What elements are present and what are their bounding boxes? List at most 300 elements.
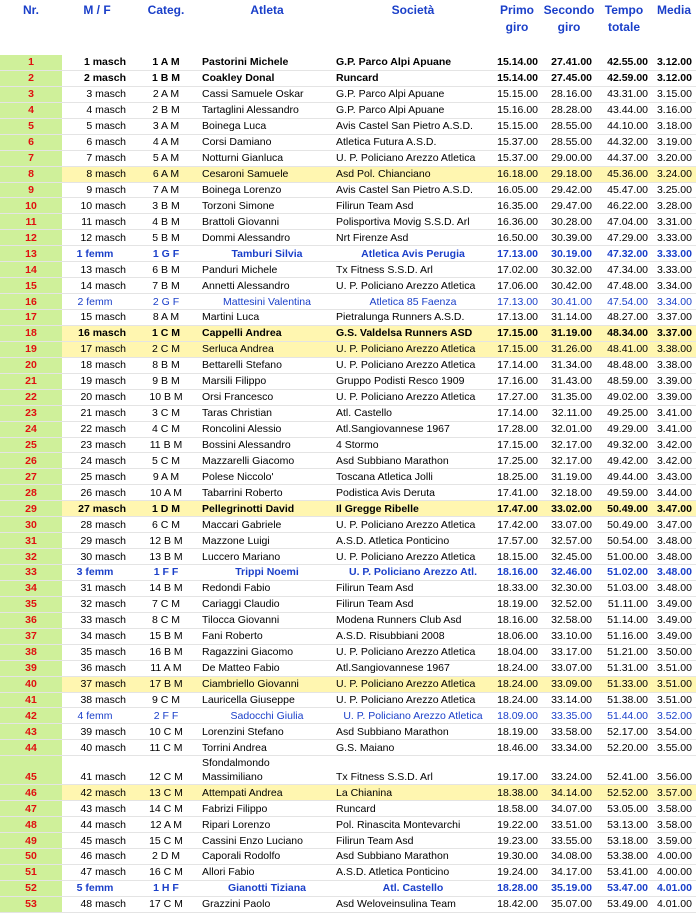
cell-primo-giro: 15.15.00 — [492, 86, 542, 102]
table-row — [0, 565, 696, 581]
cell-tempo-totale: 49.44.00 — [596, 469, 652, 485]
table-row — [0, 817, 696, 833]
cell-societa: G.P. Parco Alpi Apuane — [334, 102, 492, 118]
cell-atleta: Fabrizi Filippo — [200, 801, 334, 817]
cell-tempo-totale: 53.49.00 — [596, 896, 652, 912]
cell-secondo-giro: 31.14.00 — [542, 310, 596, 326]
cell-mf: 6 masch — [62, 134, 132, 150]
cell-nr: 25 — [0, 437, 62, 453]
cell-atleta: Lorenzini Stefano — [200, 724, 334, 740]
cell-secondo-giro: 32.58.00 — [542, 612, 596, 628]
cell-atleta: Luccero Mariano — [200, 549, 334, 565]
cell-primo-giro: 18.16.00 — [492, 565, 542, 581]
cell-tempo-totale: 50.49.00 — [596, 517, 652, 533]
cell-categ: 1 D M — [132, 501, 200, 517]
cell-tempo-totale: 51.00.00 — [596, 549, 652, 565]
cell-media: 3.42.00 — [652, 437, 696, 453]
cell-mf: 3 femm — [62, 565, 132, 581]
cell-societa: Atl.Sangiovannese 1967 — [334, 660, 492, 676]
cell-mf: 15 masch — [62, 310, 132, 326]
cell-societa: Nrt Firenze Asd — [334, 230, 492, 246]
cell-media: 3.43.00 — [652, 469, 696, 485]
cell-mf: 17 masch — [62, 341, 132, 357]
cell-tempo-totale: 44.10.00 — [596, 118, 652, 134]
cell-primo-giro: 17.14.00 — [492, 405, 542, 421]
cell-atleta: Gianotti Tiziana — [200, 880, 334, 896]
cell-categ: 1 A M — [132, 55, 200, 70]
cell-primo-giro: 18.24.00 — [492, 660, 542, 676]
cell-nr: 43 — [0, 724, 62, 740]
cell-tempo-totale: 49.02.00 — [596, 389, 652, 405]
cell-primo-giro: 15.37.00 — [492, 150, 542, 166]
cell-mf: 28 masch — [62, 517, 132, 533]
cell-mf: 30 masch — [62, 549, 132, 565]
cell-categ: 5 B M — [132, 230, 200, 246]
cell-tempo-totale: 48.48.00 — [596, 357, 652, 373]
cell-categ: 7 C M — [132, 596, 200, 612]
cell-primo-giro: 18.19.00 — [492, 724, 542, 740]
cell-tempo-totale: 51.03.00 — [596, 580, 652, 596]
table-row — [0, 596, 696, 612]
cell-categ: 10 B M — [132, 389, 200, 405]
cell-media: 3.58.00 — [652, 817, 696, 833]
cell-secondo-giro: 31.19.00 — [542, 469, 596, 485]
table-row — [0, 166, 696, 182]
cell-societa: Atletica 85 Faenza — [334, 294, 492, 310]
cell-tempo-totale: 51.02.00 — [596, 565, 652, 581]
cell-mf: 5 femm — [62, 880, 132, 896]
table-row — [0, 833, 696, 849]
cell-mf: 19 masch — [62, 373, 132, 389]
cell-tempo-totale: 49.42.00 — [596, 453, 652, 469]
cell-mf: 48 masch — [62, 896, 132, 912]
cell-categ: 5 A M — [132, 150, 200, 166]
cell-atleta: Pastorini Michele — [200, 55, 334, 70]
cell-societa: U. P. Policiano Arezzo Atletica — [334, 389, 492, 405]
cell-categ: 8 A M — [132, 310, 200, 326]
cell-societa: Filirun Team Asd — [334, 833, 492, 849]
cell-tempo-totale: 44.32.00 — [596, 134, 652, 150]
table-row — [0, 549, 696, 565]
cell-media: 3.33.00 — [652, 262, 696, 278]
header-atleta: Atleta — [200, 0, 334, 55]
cell-categ: 3 C M — [132, 405, 200, 421]
cell-primo-giro: 15.14.00 — [492, 70, 542, 86]
cell-tempo-totale: 46.22.00 — [596, 198, 652, 214]
cell-atleta: Ragazzini Giacomo — [200, 644, 334, 660]
cell-tempo-totale: 53.41.00 — [596, 864, 652, 880]
cell-tempo-totale: 45.36.00 — [596, 166, 652, 182]
cell-nr: 44 — [0, 740, 62, 756]
cell-nr: 15 — [0, 278, 62, 294]
cell-secondo-giro: 32.17.00 — [542, 437, 596, 453]
cell-societa: Atletica Avis Perugia — [334, 246, 492, 262]
cell-media: 3.39.00 — [652, 389, 696, 405]
cell-atleta: Corsi Damiano — [200, 134, 334, 150]
cell-media: 3.24.00 — [652, 166, 696, 182]
cell-atleta: Tartaglini Alessandro — [200, 102, 334, 118]
cell-tempo-totale: 48.34.00 — [596, 325, 652, 341]
cell-categ: 4 C M — [132, 421, 200, 437]
cell-atleta: Dommi Alessandro — [200, 230, 334, 246]
cell-societa: Runcard — [334, 801, 492, 817]
cell-tempo-totale: 42.59.00 — [596, 70, 652, 86]
cell-atleta: Boinega Luca — [200, 118, 334, 134]
cell-societa: A.S.D. Atletica Ponticino — [334, 864, 492, 880]
cell-media: 3.51.00 — [652, 676, 696, 692]
cell-categ: 10 A M — [132, 485, 200, 501]
cell-media: 3.38.00 — [652, 341, 696, 357]
cell-categ: 4 B M — [132, 214, 200, 230]
cell-nr: 29 — [0, 501, 62, 517]
cell-media: 3.47.00 — [652, 517, 696, 533]
cell-societa: Filirun Team Asd — [334, 580, 492, 596]
cell-categ: 10 C M — [132, 724, 200, 740]
cell-tempo-totale: 53.18.00 — [596, 833, 652, 849]
cell-nr: 1 — [0, 55, 62, 70]
cell-secondo-giro: 30.42.00 — [542, 278, 596, 294]
cell-nr: 5 — [0, 118, 62, 134]
table-row — [0, 405, 696, 421]
cell-mf: 1 masch — [62, 55, 132, 70]
table-row — [0, 453, 696, 469]
cell-categ: 1 H F — [132, 880, 200, 896]
cell-secondo-giro: 33.02.00 — [542, 501, 596, 517]
cell-societa: U. P. Policiano Arezzo Atletica — [334, 549, 492, 565]
table-row — [0, 389, 696, 405]
cell-media: 3.49.00 — [652, 612, 696, 628]
cell-atleta: Cassini Enzo Luciano — [200, 833, 334, 849]
cell-atleta: Marsili Filippo — [200, 373, 334, 389]
cell-primo-giro: 18.42.00 — [492, 896, 542, 912]
cell-societa: Atl. Castello — [334, 880, 492, 896]
cell-mf: 25 masch — [62, 469, 132, 485]
cell-societa: G.P. Parco Alpi Apuane — [334, 55, 492, 70]
cell-secondo-giro: 29.47.00 — [542, 198, 596, 214]
cell-primo-giro: 15.14.00 — [492, 55, 542, 70]
table-row — [0, 469, 696, 485]
cell-secondo-giro: 33.34.00 — [542, 740, 596, 756]
cell-secondo-giro: 32.11.00 — [542, 405, 596, 421]
cell-categ: 11 B M — [132, 437, 200, 453]
header-mf: M / F — [62, 0, 132, 55]
cell-categ: 16 C M — [132, 864, 200, 880]
cell-atleta: Trippi Noemi — [200, 565, 334, 581]
cell-secondo-giro: 33.17.00 — [542, 644, 596, 660]
cell-categ: 16 B M — [132, 644, 200, 660]
cell-atleta: Cesaroni Samuele — [200, 166, 334, 182]
cell-primo-giro: 18.28.00 — [492, 880, 542, 896]
cell-societa: Atl. Castello — [334, 405, 492, 421]
cell-media: 3.51.00 — [652, 660, 696, 676]
cell-media: 3.44.00 — [652, 485, 696, 501]
cell-media: 3.48.00 — [652, 565, 696, 581]
cell-societa: 4 Stormo — [334, 437, 492, 453]
cell-nr: 40 — [0, 676, 62, 692]
cell-mf: 45 masch — [62, 833, 132, 849]
cell-primo-giro: 16.50.00 — [492, 230, 542, 246]
cell-tempo-totale: 47.54.00 — [596, 294, 652, 310]
cell-primo-giro: 17.41.00 — [492, 485, 542, 501]
cell-mf: 1 femm — [62, 246, 132, 262]
cell-tempo-totale: 47.04.00 — [596, 214, 652, 230]
cell-primo-giro: 17.13.00 — [492, 246, 542, 262]
cell-societa: La Chianina — [334, 785, 492, 801]
cell-categ: 13 C M — [132, 785, 200, 801]
cell-atleta: Boinega Lorenzo — [200, 182, 334, 198]
table-row — [0, 644, 696, 660]
cell-atleta: Coakley Donal — [200, 70, 334, 86]
cell-primo-giro: 17.15.00 — [492, 341, 542, 357]
cell-societa: A.S.D. Risubbiani 2008 — [334, 628, 492, 644]
cell-secondo-giro: 33.35.00 — [542, 708, 596, 724]
table-row — [0, 373, 696, 389]
cell-tempo-totale: 50.49.00 — [596, 501, 652, 517]
cell-secondo-giro: 35.07.00 — [542, 896, 596, 912]
header-secondo-giro: Secondo giro — [542, 0, 596, 55]
cell-primo-giro: 18.24.00 — [492, 676, 542, 692]
cell-nr: 32 — [0, 549, 62, 565]
cell-primo-giro: 17.06.00 — [492, 278, 542, 294]
cell-primo-giro: 19.23.00 — [492, 833, 542, 849]
cell-nr: 33 — [0, 565, 62, 581]
cell-categ: 2 D M — [132, 849, 200, 865]
cell-secondo-giro: 35.19.00 — [542, 880, 596, 896]
cell-primo-giro: 18.38.00 — [492, 785, 542, 801]
cell-media: 3.39.00 — [652, 373, 696, 389]
cell-mf: 34 masch — [62, 628, 132, 644]
cell-societa: Filirun Team Asd — [334, 198, 492, 214]
cell-mf: 13 masch — [62, 262, 132, 278]
cell-societa: U. P. Policiano Arezzo Atletica — [334, 692, 492, 708]
cell-secondo-giro: 33.58.00 — [542, 724, 596, 740]
cell-tempo-totale: 52.17.00 — [596, 724, 652, 740]
cell-media: 3.15.00 — [652, 86, 696, 102]
cell-categ: 6 A M — [132, 166, 200, 182]
cell-secondo-giro: 29.00.00 — [542, 150, 596, 166]
cell-primo-giro: 18.09.00 — [492, 708, 542, 724]
table-row — [0, 485, 696, 501]
cell-media: 3.37.00 — [652, 310, 696, 326]
cell-categ: 8 B M — [132, 357, 200, 373]
cell-secondo-giro: 28.55.00 — [542, 134, 596, 150]
cell-atleta: Polese Niccolo' — [200, 469, 334, 485]
cell-media: 4.01.00 — [652, 880, 696, 896]
cell-categ: 11 A M — [132, 660, 200, 676]
cell-mf: 38 masch — [62, 692, 132, 708]
table-row — [0, 533, 696, 549]
cell-mf: 22 masch — [62, 421, 132, 437]
cell-categ: 4 A M — [132, 134, 200, 150]
cell-primo-giro: 17.13.00 — [492, 294, 542, 310]
cell-atleta: Tabarrini Roberto — [200, 485, 334, 501]
cell-mf: 32 masch — [62, 596, 132, 612]
cell-secondo-giro: 34.08.00 — [542, 849, 596, 865]
cell-tempo-totale: 51.44.00 — [596, 708, 652, 724]
cell-nr: 19 — [0, 341, 62, 357]
cell-societa: Atl.Sangiovannese 1967 — [334, 421, 492, 437]
cell-atleta: Bettarelli Stefano — [200, 357, 334, 373]
cell-atleta: Grazzini Paolo — [200, 896, 334, 912]
cell-primo-giro: 19.24.00 — [492, 864, 542, 880]
table-row — [0, 756, 696, 785]
cell-secondo-giro: 31.43.00 — [542, 373, 596, 389]
cell-nr: 39 — [0, 660, 62, 676]
cell-mf: 39 masch — [62, 724, 132, 740]
cell-nr: 24 — [0, 421, 62, 437]
cell-secondo-giro: 34.14.00 — [542, 785, 596, 801]
cell-categ: 2 C M — [132, 341, 200, 357]
cell-primo-giro: 16.05.00 — [492, 182, 542, 198]
cell-mf: 43 masch — [62, 801, 132, 817]
cell-societa: A.S.D. Atletica Ponticino — [334, 533, 492, 549]
cell-secondo-giro: 31.34.00 — [542, 357, 596, 373]
cell-categ: 12 C M — [132, 756, 200, 785]
cell-nr: 11 — [0, 214, 62, 230]
cell-categ: 1 B M — [132, 70, 200, 86]
cell-media: 3.19.00 — [652, 134, 696, 150]
cell-primo-giro: 16.35.00 — [492, 198, 542, 214]
cell-mf: 23 masch — [62, 437, 132, 453]
table-row — [0, 102, 696, 118]
cell-societa: U. P. Policiano Arezzo Atl. — [334, 565, 492, 581]
cell-primo-giro: 17.02.00 — [492, 262, 542, 278]
cell-atleta: Bossini Alessandro — [200, 437, 334, 453]
cell-categ: 14 C M — [132, 801, 200, 817]
cell-primo-giro: 15.15.00 — [492, 118, 542, 134]
table-row — [0, 437, 696, 453]
cell-tempo-totale: 49.25.00 — [596, 405, 652, 421]
cell-nr: 37 — [0, 628, 62, 644]
cell-tempo-totale: 43.44.00 — [596, 102, 652, 118]
header-primo-giro: Primo giro — [492, 0, 542, 55]
table-row — [0, 118, 696, 134]
cell-tempo-totale: 53.38.00 — [596, 849, 652, 865]
cell-societa: U. P. Policiano Arezzo Atletica — [334, 676, 492, 692]
cell-tempo-totale: 52.41.00 — [596, 756, 652, 785]
table-row — [0, 580, 696, 596]
cell-mf: 35 masch — [62, 644, 132, 660]
cell-media: 3.49.00 — [652, 596, 696, 612]
table-row — [0, 801, 696, 817]
cell-tempo-totale: 50.54.00 — [596, 533, 652, 549]
cell-tempo-totale: 53.47.00 — [596, 880, 652, 896]
cell-categ: 12 A M — [132, 817, 200, 833]
cell-media: 3.34.00 — [652, 278, 696, 294]
table-row — [0, 325, 696, 341]
cell-categ: 13 B M — [132, 549, 200, 565]
cell-nr: 49 — [0, 833, 62, 849]
cell-nr: 21 — [0, 373, 62, 389]
table-row — [0, 676, 696, 692]
cell-mf: 12 masch — [62, 230, 132, 246]
cell-secondo-giro: 30.32.00 — [542, 262, 596, 278]
table-row — [0, 230, 696, 246]
cell-mf: 7 masch — [62, 150, 132, 166]
cell-mf: 16 masch — [62, 325, 132, 341]
cell-nr: 27 — [0, 469, 62, 485]
cell-tempo-totale: 51.31.00 — [596, 660, 652, 676]
cell-atleta: Pellegrinotti David — [200, 501, 334, 517]
cell-categ: 1 G F — [132, 246, 200, 262]
cell-categ: 11 C M — [132, 740, 200, 756]
table-row — [0, 278, 696, 294]
cell-tempo-totale: 49.59.00 — [596, 485, 652, 501]
cell-categ: 17 B M — [132, 676, 200, 692]
cell-secondo-giro: 31.26.00 — [542, 341, 596, 357]
table-row — [0, 182, 696, 198]
cell-nr: 53 — [0, 896, 62, 912]
cell-societa: U. P. Policiano Arezzo Atletica — [334, 278, 492, 294]
table-row — [0, 134, 696, 150]
cell-primo-giro: 17.16.00 — [492, 373, 542, 389]
header-societa: Società — [334, 0, 492, 55]
cell-tempo-totale: 47.48.00 — [596, 278, 652, 294]
cell-secondo-giro: 32.01.00 — [542, 421, 596, 437]
cell-atleta: Roncolini Alessio — [200, 421, 334, 437]
cell-societa: Avis Castel San Pietro A.S.D. — [334, 118, 492, 134]
cell-atleta: Torzoni Simone — [200, 198, 334, 214]
cell-nr: 8 — [0, 166, 62, 182]
cell-primo-giro: 18.24.00 — [492, 692, 542, 708]
cell-nr: 36 — [0, 612, 62, 628]
cell-societa: Il Gregge Ribelle — [334, 501, 492, 517]
cell-secondo-giro: 30.19.00 — [542, 246, 596, 262]
cell-tempo-totale: 53.05.00 — [596, 801, 652, 817]
cell-categ: 3 A M — [132, 118, 200, 134]
table-row — [0, 896, 696, 912]
cell-nr: 34 — [0, 580, 62, 596]
cell-media: 3.54.00 — [652, 724, 696, 740]
cell-primo-giro: 17.15.00 — [492, 437, 542, 453]
cell-nr: 14 — [0, 262, 62, 278]
cell-media: 3.52.00 — [652, 708, 696, 724]
cell-atleta: Caporali Rodolfo — [200, 849, 334, 865]
results-body — [0, 55, 696, 912]
table-row — [0, 692, 696, 708]
cell-atleta: Cappelli Andrea — [200, 325, 334, 341]
cell-tempo-totale: 51.38.00 — [596, 692, 652, 708]
cell-nr: 45 — [0, 756, 62, 785]
cell-secondo-giro: 32.30.00 — [542, 580, 596, 596]
cell-mf: 40 masch — [62, 740, 132, 756]
cell-societa: U. P. Policiano Arezzo Atletica — [334, 341, 492, 357]
cell-categ: 9 C M — [132, 692, 200, 708]
cell-categ: 8 C M — [132, 612, 200, 628]
cell-mf: 42 masch — [62, 785, 132, 801]
cell-mf: 11 masch — [62, 214, 132, 230]
cell-categ: 9 A M — [132, 469, 200, 485]
cell-atleta: Cariaggi Claudio — [200, 596, 334, 612]
cell-categ: 2 B M — [132, 102, 200, 118]
cell-primo-giro: 17.14.00 — [492, 357, 542, 373]
cell-societa: Asd Subbiano Marathon — [334, 849, 492, 865]
cell-media: 3.20.00 — [652, 150, 696, 166]
cell-tempo-totale: 51.21.00 — [596, 644, 652, 660]
cell-tempo-totale: 47.32.00 — [596, 246, 652, 262]
cell-tempo-totale: 52.20.00 — [596, 740, 652, 756]
cell-atleta: Allori Fabio — [200, 864, 334, 880]
cell-nr: 28 — [0, 485, 62, 501]
cell-atleta: Mazzone Luigi — [200, 533, 334, 549]
table-row — [0, 628, 696, 644]
table-row — [0, 341, 696, 357]
cell-primo-giro: 19.22.00 — [492, 817, 542, 833]
cell-primo-giro: 16.36.00 — [492, 214, 542, 230]
table-row — [0, 708, 696, 724]
cell-nr: 50 — [0, 849, 62, 865]
table-row — [0, 660, 696, 676]
